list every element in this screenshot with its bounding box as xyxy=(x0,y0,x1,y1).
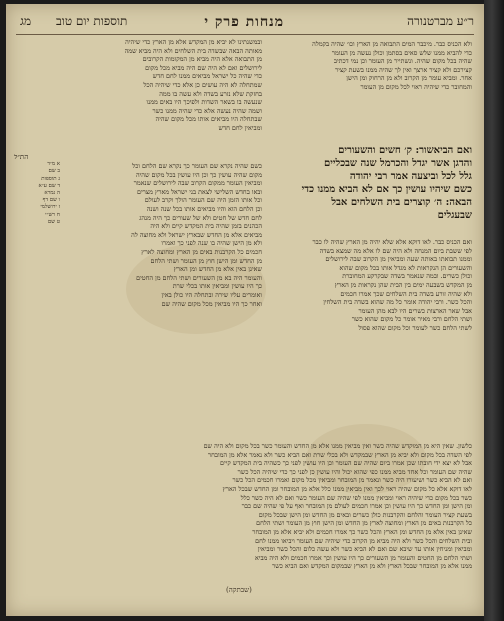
text-line: ממנו אלא מן המובחר שבכל הארץ ולא מן הארץ שבמקום המקדש ואם הביא כשר xyxy=(272,562,472,571)
text-line: בחזקת שלא נזרע בשדה ולא עשה בו ממה xyxy=(159,89,262,98)
margin-label: הת״ל xyxy=(14,154,29,161)
text-line: לשתי הלחם כשר לעומר וכל מקום שהוא פסול xyxy=(358,323,472,332)
text-line: מביאים אלא מן החדש שבארץ ישראל ולא מחוצה לה xyxy=(131,230,262,239)
text-line: כלשון. שאין היא מן המוקדש שהיה כשר ואין מביאין ממנו אלא מן החדש והעומר כשר בכל מקום ולא היה שם xyxy=(203,442,472,450)
text-line: והכל כשר. ורבי יהודה אומר כל מה שהוא בשדה בית השלחין xyxy=(323,298,472,307)
text-line: כשר בכל מקום כדי שיהיה ראוי ומביאין ממנו לפי שהיה שם העומר כשר ואם לא היה כשר כלל xyxy=(240,493,472,502)
right-column-top xyxy=(260,40,472,144)
mishnah-line: שבעגלים xyxy=(437,210,472,221)
margin-notes xyxy=(14,154,60,582)
text-line: שאינן באין אלא מן החדש ומן הארץ xyxy=(173,265,262,274)
text-line: מן החדש ומן הישן חוץ מן העומר ושתי הלחם xyxy=(150,256,262,265)
footer-catchword: (שבתקה) xyxy=(226,586,252,594)
header-rule xyxy=(16,34,474,35)
text-line: ושתי הלחם ורבי מאיר אומר כל מקום שהוא כשר xyxy=(351,315,472,324)
text-line: מן המקדש בשבעה ימים בין הבית שהן נקראות מן הארץ xyxy=(334,280,472,289)
text-line: לירושלים ואם לא היה שם היה מביא מכל מקום xyxy=(145,63,262,72)
header-left-title: תוספות יום טוב xyxy=(56,14,128,28)
margin-note: ב שם xyxy=(48,168,60,175)
text-line: ומן הישן ומן החדש כך היו עושין וכן אמרו חכמים לעולם מן המובחר ואף על פי שהיה שם כבר xyxy=(241,502,472,511)
margin-note: ט שם xyxy=(47,218,60,225)
text-line: כך היו עושין ומביאין אותו בכלי שרת xyxy=(172,282,262,291)
margin-note: ה גמרא xyxy=(44,190,60,197)
text-line: ואם הכניס כבר. לאו דוקא אלא שלא יהיה מן הארץ שהיה לו כבר xyxy=(312,238,472,246)
text-line: לפי השדה בכל מקום ולא יביא מן הארץ שבמקדש ולא בכלי שרת ואם הביא כשר ולא נאמר אלא מן המובחר xyxy=(208,450,472,459)
text-line: ובמשנתינו לא יביא מן המקדש אלא מן הארץ כדי שיהיה xyxy=(125,38,262,46)
text-line: אחר. ומביא עומר מן הקרוב ולא מן הרחוק ומן הישן xyxy=(346,74,472,83)
text-line: ולא שהיה זורע בשדה בית השלחים שכך אמרו חכמים xyxy=(340,289,472,298)
text-line: ושמה שהיה נעשה אלא כדי שהיה ממנו כשר xyxy=(152,106,262,115)
left-column-top xyxy=(64,38,262,158)
right-column-body xyxy=(260,238,472,436)
text-line: ולא מן הישן שהיה בו שנה לפני כך ואמרו xyxy=(161,239,262,248)
text-line: ובאו בחדש השלישי לצאת בני ישראל מארץ מצרים xyxy=(136,187,262,196)
text-line: אבל שאר הארצות כשרים היו לבא מהן העומר xyxy=(358,306,472,315)
left-column-body xyxy=(64,162,262,436)
text-line: מקום שהיה עושין כך וכן היו עושין בכל מקום שהיה xyxy=(135,170,262,179)
text-line: ואחר כך היו מביאין מכל מקום שהיה שם xyxy=(161,299,262,308)
text-line: כדי שהיה כל ישראל מביאים ממנו לחם חדש xyxy=(152,72,262,81)
margin-note: ז ירושלמי xyxy=(40,204,60,211)
mishnah-line: והדגן אשר יגדל והכרמל שנה שבכליים xyxy=(324,158,472,169)
text-line: ומביאין ומניחין אותו עד שיבא שם ואם לא הביא כשר ולא עשה כלום והכל כשר ומביאין xyxy=(257,545,472,554)
text-line: שאינן באין אלא מן החדש ומן הארץ והכל כשר כך אמרו חכמים ולא יביא אלא מן המובחר xyxy=(252,527,472,536)
text-line: כשם שהיה נקרא שם העומר כך נקרא שם הלחם וכל xyxy=(132,162,262,170)
mishnah-block xyxy=(260,144,472,234)
margin-note: ו שם דף xyxy=(42,197,60,204)
mishnah-line: כשם שיהיו עושין כך אם לא הביא ממנו כדי xyxy=(301,184,472,195)
text-line: שהיה בכל מקום שהיה. ונשתייר מן העומר וכן נמי דכתיב xyxy=(333,57,472,66)
text-line: והמחובר כדי שיהיה ראוי לכל מקום מן העומר xyxy=(360,82,472,91)
text-line: מן התבואה אלא היה מביא מן המקומות הקרובים xyxy=(142,55,262,64)
text-line: ולא הכניס כבר. מיכבר המים התבואה מן הארץ וכו׳ שהיה בקמלה xyxy=(312,40,472,48)
page-header xyxy=(16,12,474,34)
text-line: כל הקרבנות באים מן הארץ ומחוצה לארץ מן החדש ומן הישן חוץ מן העומר ושתי הלחם xyxy=(256,519,472,528)
text-line: וכן הלחם הוא והיו מביאים אותו בכל שנה ושנה xyxy=(146,204,262,213)
header-right-title: ר״ע מברטנורה xyxy=(407,14,474,28)
text-line: ומביאין לחם חדש xyxy=(218,123,262,132)
book-edge xyxy=(484,0,504,621)
text-line: לאו דוקא אלא כל מקום שהיה ראוי לכך ואין מביאין ממנו כלל אלא מן המובחר ומן החדש שבכל הארץ xyxy=(222,484,472,493)
margin-note: ד שם ע״א xyxy=(38,182,60,189)
text-line: ואומרים עליו שירה ובתחלה היו כולן באין xyxy=(161,290,262,299)
text-line: וממנו תבואתו באותה שעה ומביאין מן הקרוב שבה לירושלים xyxy=(325,255,472,264)
text-line: בשעת קציר העומר והלחם והקרבנות כולן כשרים ובאים מן החדש ומן הישן שבכל מקום xyxy=(258,510,472,519)
text-line: קצירכם ולא קציר ארצך ואין לך שהיה ממנו בשעת קציר xyxy=(335,65,472,74)
text-line: שבתחלה היו מביאים אותו מכל מקום שהיה xyxy=(155,115,262,124)
text-line: ומביאין העומר ממקום הקרוב שבה לירושלים שנאמר xyxy=(133,179,262,188)
margin-note: א מ״ד xyxy=(47,161,60,168)
text-line: מאותה הבאה שבשדה בית השלחים ולא היה מביא שמה xyxy=(124,46,262,55)
text-line: וכולן כשרים. ובמה שנאמר בשדה שבקרקע המחוברת xyxy=(342,272,472,281)
bottom-commentary xyxy=(64,442,472,582)
text-line: וכל אותו הזמן היה שם העומר הולך וקרב לעולם xyxy=(144,196,262,205)
mishnah-line: ואם הביאשור: ק׳ חשים והשעורים xyxy=(338,145,472,156)
text-line: כדי להביא ממנו שלש סאים בסתמן וכולן נעשה מן העומר xyxy=(331,48,472,57)
text-line: חכמים כל הקרבנות באים מן הארץ ומחוצה לארץ xyxy=(141,247,262,256)
text-line: ואם לא הביא כשר ושיעורו היה כשר ונאמר מן המובחר ומביאין מכל מקום ואמרו חכמים הכל כשר xyxy=(232,476,472,485)
text-line: לחם חדש של חטים ולא של שעורים כך היה מנהג xyxy=(139,213,262,222)
text-line: ושתי הלחם מן החטים והעומר מן השעורים כך היו עושין וכך אמרו חכמים ולא היה מביא xyxy=(254,553,472,562)
text-line: שמתחלה לא היה עושים כן אלא כדי שיהיה הכל xyxy=(143,80,262,89)
text-line: ובית השלחים והכל כשר ולא היה מביא מן הקרוב כדי שיהיה שם העומר ויביאו ממנו לחם xyxy=(255,536,472,545)
text-line: והעומר היה בא מן השעורים ושתי הלחם מן החטים xyxy=(136,273,262,282)
text-line: אבל לא יצא ידי חובתו שכן אמרו ביום שהיה שם העומר וכן היו עושין לפני כך כשהיה בית המקדש קיים xyxy=(220,459,472,468)
text-line: לפי ששבת ביום המנחה ולא היה שם לו אלא מה שמצא בשדה xyxy=(319,246,472,255)
header-center-title: מנחות פרק י xyxy=(204,14,284,30)
text-line: והשעורים הן הנקראות לא מגדל אותו בכל מקום שהוא xyxy=(339,263,472,272)
book-page xyxy=(6,4,484,616)
text-line: שהיה שם העומר וכל אחד מביא ממנו כפי שהוא יכול והיו עושין כן לפני כך כדי שיהיה הכל כשר xyxy=(237,467,472,476)
text-line: שנעשה בו בשאר השדות ולפיכך היו באים ממנו xyxy=(146,98,262,107)
mishnah-line: הבאה: ה׳ קוצרים בית השלחים אבל xyxy=(331,197,472,208)
margin-note: ח רש״י xyxy=(45,211,60,218)
mishnah-line: גלל לכל וביצעה אמר רבי יהודה xyxy=(349,171,472,182)
text-line: הכהנים בזמן שהיה בית המקדש קיים ולא היה xyxy=(150,222,262,231)
margin-note: ג תוספות xyxy=(41,175,60,182)
page-number: מג xyxy=(20,14,32,28)
